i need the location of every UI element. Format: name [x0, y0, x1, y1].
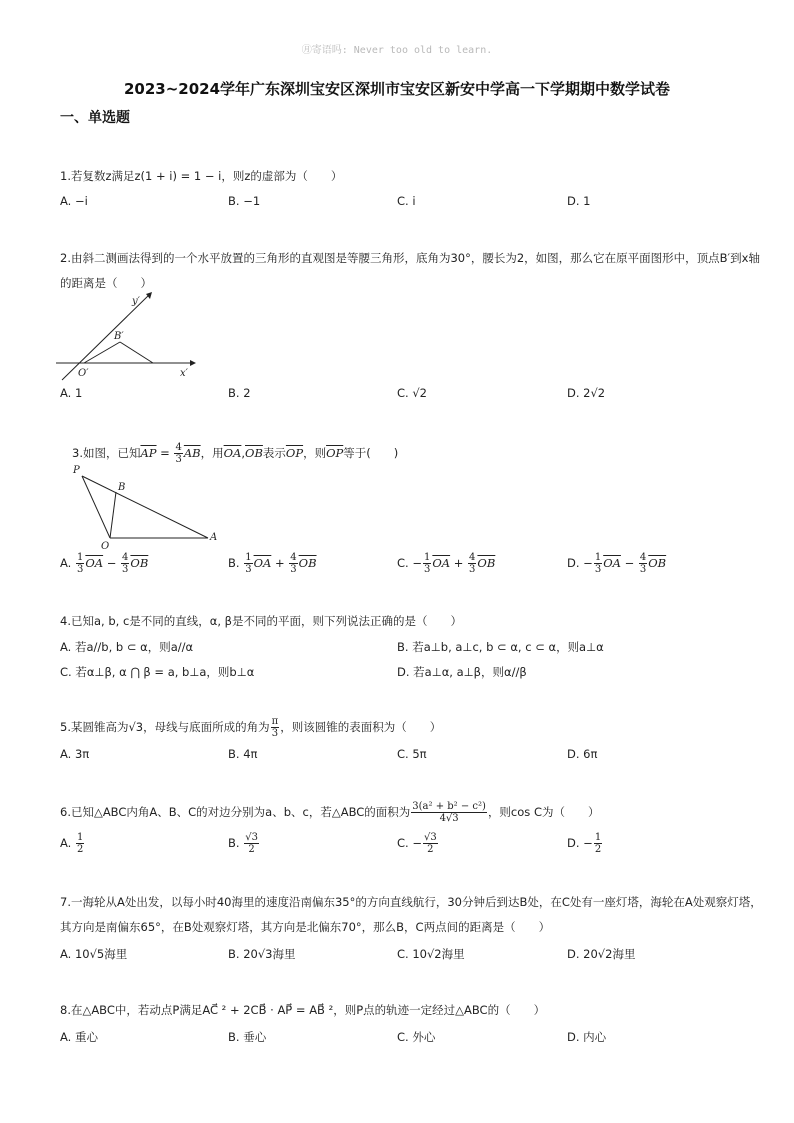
num-2: 4 — [290, 552, 297, 563]
num: √3 — [245, 832, 258, 843]
vector-1: $\overline{OA}$ — [603, 556, 621, 570]
num-1: 1 — [245, 552, 252, 563]
option-label: C. — [397, 556, 409, 570]
question-6-option-a[interactable] — [60, 832, 85, 855]
question-5-option-a[interactable]: A. 3π — [60, 747, 90, 761]
q5-den: 3 — [271, 728, 279, 739]
q3-stem-mid2: 表示 — [262, 446, 286, 460]
question-7-option-d[interactable]: D. 20√2海里 — [567, 947, 636, 961]
option-label: B. — [228, 556, 240, 570]
vector-2: $\overline{OB}$ — [477, 556, 496, 570]
segment-ob — [110, 492, 116, 538]
fraction-2 — [289, 552, 297, 575]
vector-1: $\overline{OA}$ — [253, 556, 272, 570]
question-3-stem: 3.如图，已知$\overline{AP}$ = $\frac{4}{3}$ $\overline{AB}$，用$\overline{OA},\overline{OB}$表示$\overline{OP}$，则$\overline{OP}$等于( ) — [72, 442, 399, 465]
question-7-option-b[interactable]: B. 20√3海里 — [228, 947, 296, 961]
den-2: 3 — [290, 564, 297, 575]
option-sign: − — [583, 836, 593, 850]
q5-stem-post: ，则该圆锥的表面积为（ ） — [280, 720, 442, 734]
question-1-option-d[interactable]: D. 1 — [567, 194, 591, 208]
den: 2 — [248, 844, 255, 855]
option-label: D. — [567, 556, 580, 570]
segment-po — [82, 476, 110, 538]
option-label: B. — [228, 836, 240, 850]
fraction-1 — [76, 552, 84, 575]
den-1: 3 — [245, 564, 252, 575]
question-8-option-a[interactable]: A. 重心 — [60, 1030, 98, 1044]
q5-num: π — [271, 716, 279, 727]
option-label: D. — [567, 836, 580, 850]
fraction-1 — [423, 552, 431, 575]
question-5-option-d[interactable]: D. 6π — [567, 747, 598, 761]
question-3-option-a[interactable] — [60, 552, 148, 575]
q6-stem-post: ，则cos C为（ ） — [487, 805, 600, 819]
vector-2: $\overline{OB}$ — [298, 556, 317, 570]
question-3-figure — [68, 464, 228, 550]
question-6-option-d[interactable] — [567, 832, 603, 855]
q6-num: 3(a² + b² − c²) — [412, 801, 486, 812]
operator: − — [106, 556, 117, 570]
q3-stem-sep: , — [241, 446, 246, 460]
x-axis-arrow — [190, 360, 196, 366]
question-2-option-c[interactable]: C. √2 — [397, 386, 427, 400]
option-fraction — [594, 832, 602, 855]
option-sign: − — [412, 836, 422, 850]
question-3-option-d[interactable] — [567, 552, 666, 575]
num: √3 — [423, 832, 437, 843]
question-6-stem — [60, 801, 599, 824]
den-1: 3 — [594, 564, 602, 575]
question-3-option-b[interactable] — [228, 552, 317, 575]
question-4-option-b[interactable]: B. 若a⊥b, a⊥c, b ⊂ α, c ⊂ α，则a⊥α — [397, 640, 604, 654]
option-sign: − — [412, 556, 422, 570]
q5-angle-fraction — [271, 716, 280, 739]
num-2: 4 — [639, 552, 647, 563]
question-8-option-b[interactable]: B. 垂心 — [228, 1030, 267, 1044]
den: 2 — [594, 844, 602, 855]
q3-stem-mid3: ，则 — [303, 446, 327, 460]
fraction-1 — [244, 552, 252, 575]
q3-vector-ab: $\overline{AB}$ — [183, 446, 201, 460]
vector-1: $\overline{OA}$ — [432, 556, 451, 570]
den-2: 3 — [122, 564, 129, 575]
triangle-side-right — [120, 342, 153, 363]
num-2: 4 — [122, 552, 129, 563]
question-8-option-c[interactable]: C. 外心 — [397, 1030, 436, 1044]
q3-vector-ap: $\overline{AP}$ — [140, 446, 157, 460]
q3-coef-fraction — [174, 442, 182, 465]
question-8-option-d[interactable]: D. 内心 — [567, 1030, 607, 1044]
question-2-option-a[interactable]: A. 1 — [60, 386, 83, 400]
question-5-option-b[interactable]: B. 4π — [228, 747, 258, 761]
question-1-option-b[interactable]: B. −1 — [228, 194, 261, 208]
q3-vector-oa: $\overline{OA}$ — [223, 446, 242, 460]
question-4-option-c[interactable]: C. 若α⊥β, α ⋂ β = a, b⊥a，则b⊥α — [60, 665, 255, 679]
vector-1: $\overline{OA}$ — [85, 556, 104, 570]
question-1-option-a[interactable]: A. −i — [60, 194, 88, 208]
num: 1 — [594, 832, 602, 843]
label-o: O — [101, 541, 110, 552]
fraction-2 — [468, 552, 476, 575]
q3-stem-mid: ，用 — [200, 446, 224, 460]
q3-stem-pre: 3.如图，已知 — [72, 446, 141, 460]
option-fraction — [423, 832, 438, 855]
num-1: 1 — [594, 552, 602, 563]
label-y: y′ — [132, 296, 140, 307]
option-fraction — [244, 832, 259, 855]
question-4-option-a[interactable]: A. 若a//b, b ⊂ α，则a//α — [60, 640, 194, 654]
den-1: 3 — [423, 564, 431, 575]
question-8-stem: 8.在△ABC中，若动点P满足AC⃗ ² + 2CB⃗ · AP⃗ = AB⃗ ²，则P点的轨迹一定经过△ABC的（ ） — [60, 1003, 546, 1017]
question-5-stem — [60, 716, 441, 739]
num-1: 1 — [423, 552, 431, 563]
q6-stem-pre: 6.已知△ABC内角A、B、C的对边分别为a、b、c，若△ABC的面积为 — [60, 805, 411, 819]
q3-coef-den: 3 — [175, 454, 182, 465]
triangle-side-left — [84, 342, 120, 363]
question-4-stem: 4.已知a, b, c是不同的直线，α, β是不同的平面，则下列说法正确的是（ ） — [60, 614, 462, 628]
q6-den: 4√3 — [439, 813, 459, 824]
q6-area-fraction — [411, 801, 487, 824]
label-p: P — [73, 465, 80, 476]
question-1-stem: 1.若复数z满足z(1 + i) = 1 − i，则z的虚部为（ ） — [60, 169, 343, 183]
den-2: 3 — [639, 564, 647, 575]
den-1: 3 — [76, 564, 84, 575]
den: 2 — [427, 844, 434, 855]
question-5-option-c[interactable]: C. 5π — [397, 747, 427, 761]
question-2-stem-line1: 2.由斜二测画法得到的一个水平放置的三角形的直观图是等腰三角形，底角为30°，腰长为2，如图，那么它在原平面图形中，顶点B′到x轴 — [60, 251, 760, 265]
option-label: A. — [60, 836, 72, 850]
question-7-stem-line1: 7.一海轮从A处出发，以每小时40海里的速度沿南偏东35°的方向直线航行，30分钟后到达B处，在C处有一座灯塔，海轮在A处观察灯塔， — [60, 895, 762, 909]
q3-stem-end: 等于( ) — [343, 446, 399, 460]
num-1: 1 — [76, 552, 84, 563]
label-x: x′ — [180, 368, 188, 379]
option-fraction — [76, 832, 84, 855]
option-label: A. — [60, 556, 72, 570]
question-2-option-b[interactable]: B. 2 — [228, 386, 251, 400]
vector-2: $\overline{OB}$ — [130, 556, 149, 570]
q3-vector-op: $\overline{OP}$ — [285, 446, 304, 460]
fraction-2 — [639, 552, 647, 575]
question-6-option-c[interactable] — [397, 832, 439, 855]
den: 2 — [76, 844, 84, 855]
question-7-option-c[interactable]: C. 10√2海里 — [397, 947, 465, 961]
label-a: A — [210, 532, 218, 543]
page-title: 2023~2024学年广东深圳宝安区深圳市宝安区新安中学高一下学期期中数学试卷 — [123, 80, 671, 98]
question-7-option-a[interactable]: A. 10√5海里 — [60, 947, 128, 961]
question-7-stem-line2: 其方向是南偏东65°，在B处观察灯塔，其方向是北偏东70°，那么B，C两点间的距离是（ ） — [60, 920, 551, 934]
watermark: ㊊寄语吗: Never too old to learn. — [301, 45, 493, 56]
operator: + — [274, 556, 285, 570]
label-b: B — [118, 482, 126, 493]
question-2-figure — [56, 290, 196, 380]
question-2-option-d[interactable]: D. 2√2 — [567, 386, 606, 400]
operator: − — [624, 556, 635, 570]
question-1-option-c[interactable]: C. i — [397, 194, 416, 208]
fraction-1 — [594, 552, 602, 575]
vector-2: $\overline{OB}$ — [648, 556, 667, 570]
num-2: 4 — [469, 552, 476, 563]
label-b: B′ — [114, 331, 124, 342]
operator: + — [453, 556, 464, 570]
question-4-option-d[interactable]: D. 若a⊥α, a⊥β，则α//β — [397, 665, 527, 679]
q3-vector-ob: $\overline{OB}$ — [245, 446, 263, 460]
den-2: 3 — [469, 564, 476, 575]
question-3-option-c[interactable] — [397, 552, 495, 575]
y-axis-arrow — [146, 292, 152, 299]
q3-vector-op-2: $\overline{OP}$ — [326, 446, 344, 460]
question-2-stem-line2: 的距离是（ ） — [60, 276, 152, 290]
segment-pa — [82, 476, 208, 538]
q3-coef-num: 4 — [175, 442, 182, 453]
num: 1 — [76, 832, 84, 843]
option-sign: − — [583, 556, 593, 570]
section-heading: 一、单选题 — [60, 110, 130, 126]
question-6-option-b[interactable] — [228, 832, 260, 855]
q5-stem-pre: 5.某圆锥高为√3，母线与底面所成的角为 — [60, 720, 270, 734]
option-label: C. — [397, 836, 409, 850]
label-o: O′ — [78, 368, 89, 379]
fraction-2 — [121, 552, 129, 575]
